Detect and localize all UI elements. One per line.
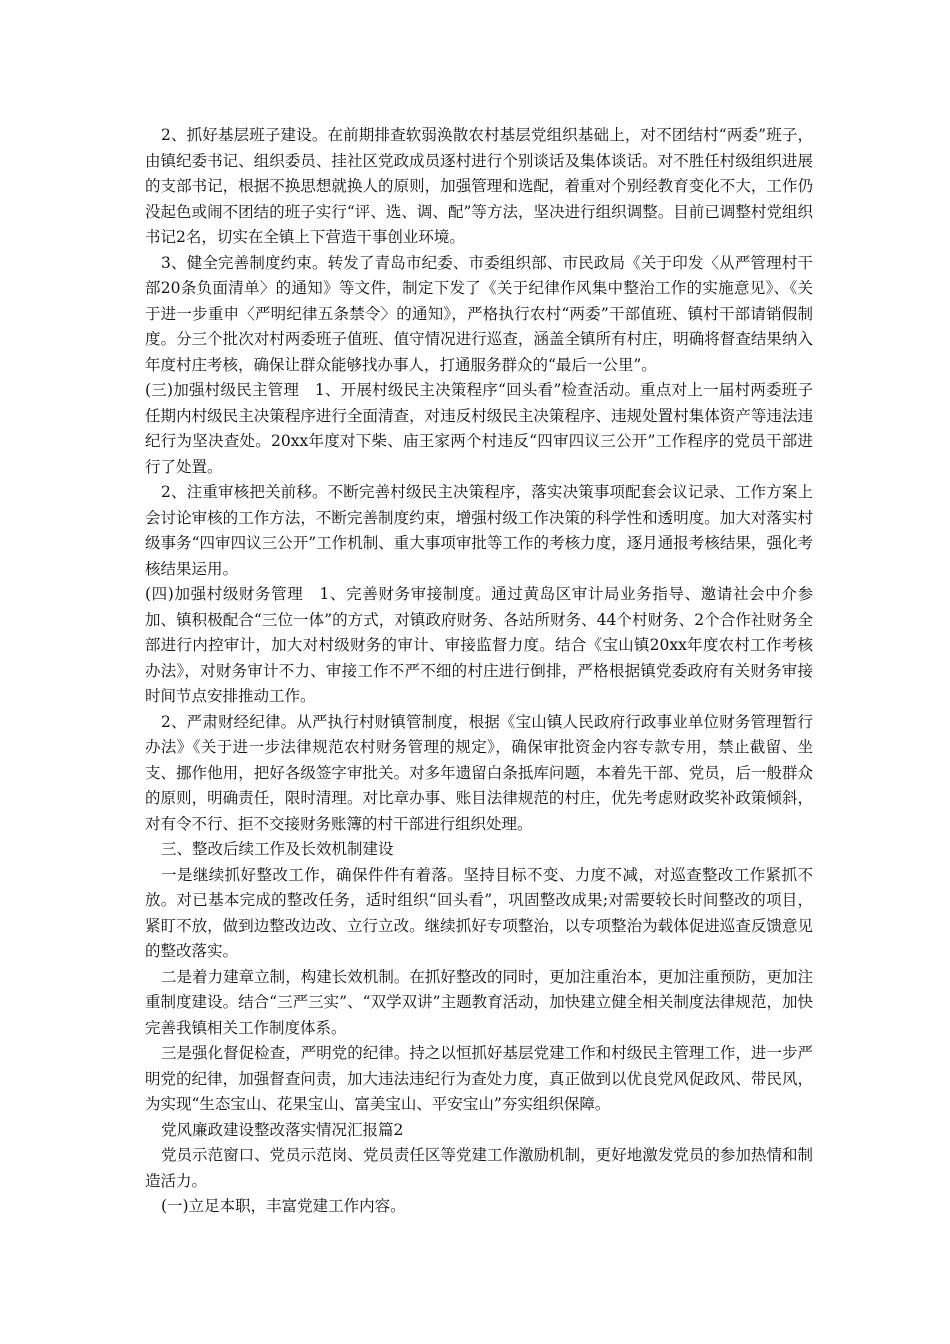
- section-heading-follow-up: 三、整改后续工作及长效机制建设: [161, 840, 394, 858]
- paragraph-supervision: 三是强化督促检查，严明党的纪律。持之以恒抓好基层党建工作和村级民主管理工作，进一步严明党的纪律，加强督查问责，加大违法违纪行为查处力度，真正做到以优良党风促政风、带民风，为实现“生态宝山、花果宝山、富美宝山、平安宝山”夯实组织保障。: [145, 1044, 813, 1113]
- paragraph-incentive-mechanism: 党员示范窗口、党员示范岗、党员责任区等党建工作激励机制，更好地激发党员的参加热情和制造活力。: [145, 1146, 813, 1190]
- document-body: [145, 123, 813, 1220]
- paragraph-team-building: 2、抓好基层班子建设。在前期排查软弱涣散农村基层党组织基础上，对不团结村“两委”班子，由镇纪委书记、组织委员、挂社区党政成员逐村进行个别谈话及集体谈话。对不胜任村级组织进展的支部书记，根据不换思想就换人的原则，加强管理和选配，着重对个别经教育变化不大，工作仍没起色或闹不团结的班子实行“评、选、调、配”等方法，坚决进行组织调整。目前已调整村党组织书记2名，切实在全镇上下营造干事创业环境。: [145, 126, 813, 246]
- paragraph-long-term-mechanism: 二是着力建章立制，构建长效机制。在抓好整改的同时，更加注重治本，更加注重预防，更加注重制度建设。结合“三严三实”、“双学双讲”主题教育活动，加快建立健全相关制度法律规范，加快完善我镇相关工作制度体系。: [145, 967, 813, 1037]
- report-title-part-2: 党风廉政建设整改落实情况汇报篇2: [161, 1120, 404, 1139]
- paragraph-village-democracy: (三)加强村级民主管理 1、开展村级民主决策程序“回头看”检查活动。重点对上一届村两委班子任期内村级民主决策程序进行全面清查，对违反村级民主决策程序、违规处置村集体资产等违法违纪行为坚决查处。20xx年度对下柴、庙王家两个村违反“四审四议三公开”工作程序的党员干部进行了处置。: [145, 381, 813, 476]
- paragraph-system-constraints: 3、健全完善制度约束。转发了青岛市纪委、市委组织部、市民政局《关于印发〈从严管理村干部20条负面清单〉的通知》等文件，制定下发了《关于纪律作风集中整治工作的实施意见》、《关于进一步重申〈严明纪律五条禁令〉的通知》，严格执行农村“两委”干部值班、镇村干部请销假制度。分三个批次对村两委班子值班、值守情况进行巡查，涵盖全镇所有村庄，明确将督查结果纳入年度村庄考核，确保让群众能够找办事人，打通服务群众的“最后一公里”。: [145, 253, 813, 374]
- paragraph-rectification: 一是继续抓好整改工作，确保件件有着落。坚持目标不变、力度不减，对巡查整改工作紧抓不放。对已基本完成的整改任务，适时组织“回头看”，巩固整改成果;对需要较长时间整改的项目，紧盯不放，做到边整改边改、立行立改。继续抓好专项整治，以专项整治为载体促进巡查反馈意见的整改落实。: [145, 865, 813, 960]
- paragraph-review-gatekeeping: 2、注重审核把关前移。不断完善村级民主决策程序，落实决策事项配套会议记录、工作方案上会讨论审核的工作方法，不断完善制度约束，增强村级工作决策的科学性和透明度。加大对落实村级事务“四审四议三公开”工作机制、重大事项审批等工作的考核力度，逐月通报考核结果，强化考核结果运用。: [145, 483, 813, 578]
- subheading-party-work: (一)立足本职，丰富党建工作内容。: [161, 1197, 406, 1215]
- paragraph-village-finance: (四)加强村级财务管理 1、完善财务审接制度。通过黄岛区审计局业务指导、邀请社会中介参加、镇积极配合“三位一体”的方式，对镇政府财务、各站所财务、44个村财务、2个合作社财务全部进行内控审计，加大对村级财务的审计、审接监督力度。结合《宝山镇20xx年度农村工作考核办法》，对财务审计不力、审接工作不严不细的村庄进行倒排，严格根据镇党委政府有关财务审接时间节点安排推动工作。: [145, 585, 813, 705]
- paragraph-financial-discipline: 2、严肃财经纪律。从严执行村财镇管制度，根据《宝山镇人民政府行政事业单位财务管理暂行办法》《关于进一步法律规范农村财务管理的规定》，确保审批资金内容专款专用，禁止截留、坐支、挪作他用，把好各级签字审批关。对多年遗留白条抵库问题，本着先干部、党员，后一般群众的原则，明确责任，限时清理。对比章办事、账目法律规范的村庄，优先考虑财政奖补政策倾斜，对有令不行、拒不交接财务账簿的村干部进行组织处理。: [145, 712, 813, 833]
